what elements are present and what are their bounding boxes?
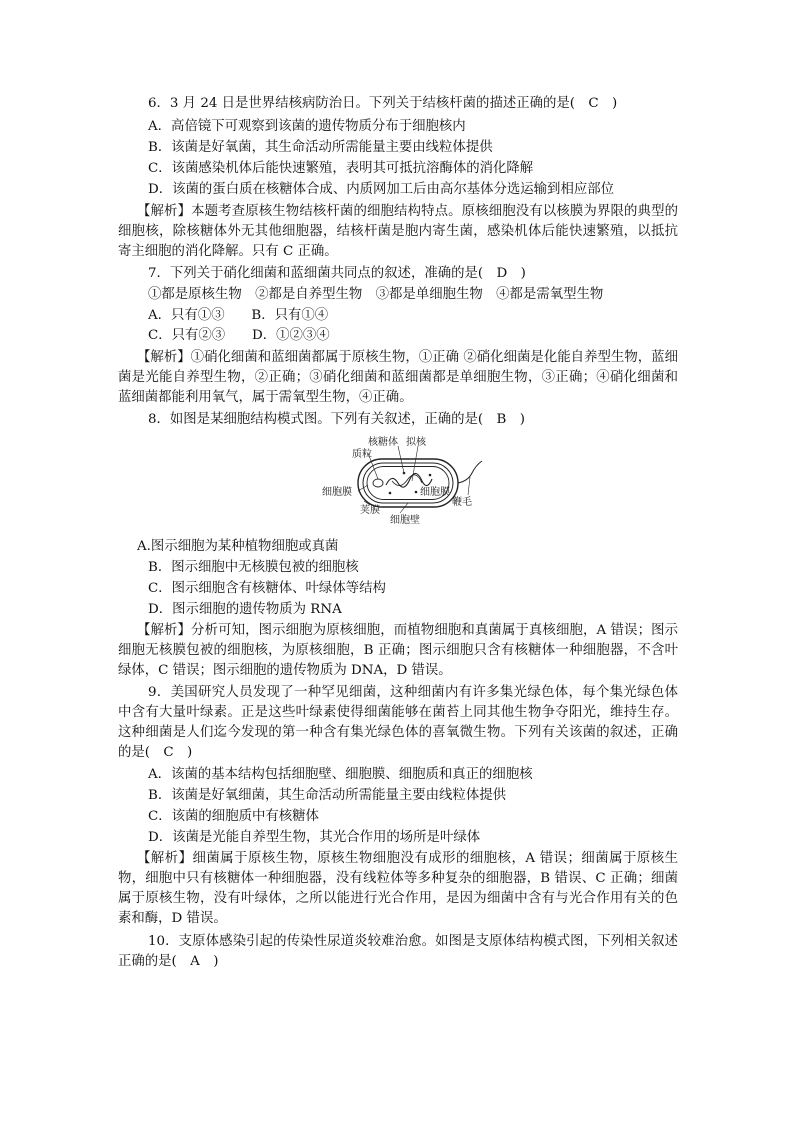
q6-option-b: B．该菌是好氧菌，其生命活动所需能量主要由线粒体提供 (148, 140, 493, 155)
q6-stem: 6．3 月 24 日是世界结核病防治日。下列关于结核杆菌的描述正确的是( C ) (148, 96, 618, 111)
q6-option-c: C．该菌感染机体后能快速繁殖，表明其可抵抗溶酶体的消化降解 (148, 161, 534, 176)
q8-option-a: A.图示细胞为某种植物细胞或真菌 (137, 539, 339, 554)
q6-analysis: 【解析】本题考查原核生物结核杆菌的细胞结构特点。原核细胞没有以核膜为界限的典型的细胞核，除核糖体外无其他细胞器，结核杆菌是胞内寄生菌，感染机体后能快速繁殖，以抵抗寄主细胞的消化降解。只有 C 正确。 (118, 204, 678, 259)
q7-stem: 7．下列关于硝化细菌和蓝细菌共同点的叙述，准确的是( D ) (148, 266, 526, 281)
q7-options-cd: C．只有②③ D．①②③④ (148, 328, 330, 343)
label-cell-wall: 细胞壁 (390, 515, 420, 526)
label-capsule: 荚膜 (360, 505, 380, 516)
q8-option-b: B．图示细胞中无核膜包被的细胞核 (148, 560, 359, 575)
label-membrane-left: 细胞膜 (322, 487, 352, 498)
label-nucleoid: 拟核 (406, 437, 426, 448)
label-plasmid: 质粒 (352, 449, 372, 460)
q8-option-d: D．图示细胞的遗传物质为 RNA (148, 602, 342, 617)
q8-analysis: 【解析】分析可知，图示细胞为原核细胞，而植物细胞和真菌属于真核细胞，A 错误；图示细胞无核膜包被的细胞核，为原核细胞，B 正确；图示细胞只含有核糖体一种细胞器，不含叶绿体，C 错误；图示细胞的遗传物质为 DNA，D 错误。 (118, 623, 678, 678)
label-ribosome: 核糖体 (368, 437, 398, 448)
q7-items: ①都是原核生物 ②都是自养型生物 ③都是单细胞生物 ④都是需氧型生物 (148, 287, 604, 302)
q10-stem: 10．支原体感染引起的传染性尿道炎较难治愈。如图是支原体结构模式图，下列相关叙述正确的是( A ) (118, 934, 678, 969)
q7-analysis: 【解析】①硝化细菌和蓝细菌都属于原核生物，①正确 ②硝化细菌是化能自养型生物，蓝细菌是光能自养型生物，②正确；③硝化细菌和蓝细菌都是单细胞生物，③正确；④硝化细菌和蓝细菌都能利用氧气，属于需氧型生物，④正确。 (118, 350, 678, 405)
q9-option-a: A．该菌的基本结构包括细胞壁、细胞膜、细胞质和真正的细胞核 (148, 767, 533, 782)
q8-option-c: C．图示细胞含有核糖体、叶绿体等结构 (148, 581, 386, 596)
q9-option-b: B．该菌是好氧细菌，其生命活动所需能量主要由线粒体提供 (148, 788, 506, 803)
q9-option-d: D．该菌是光能自养型生物，其光合作用的场所是叶绿体 (148, 830, 481, 845)
q9-option-c: C．该菌的细胞质中有核糖体 (148, 809, 319, 824)
q9-stem: 9．美国研究人员发现了一种罕见细菌，这种细菌内有许多集光绿色体，每个集光绿色体中含有大量叶绿素。正是这些叶绿素使得细菌能够在菌苔上同其他生物争夺阳光，维持生存。这种细菌是人们迄今发现的第一种含有集光绿色体的喜氧微生物。下列有关该菌的叙述，正确的是( C ) (118, 685, 678, 760)
q7-options-ab: A．只有①③ B．只有①④ (148, 308, 329, 323)
label-flagellum: 鞭毛 (452, 497, 472, 508)
q8-stem: 8．如图是某细胞结构模式图。下列有关叙述，正确的是( B ) (148, 412, 525, 427)
bacterium-diagram (320, 433, 520, 533)
q6-option-a: A．高倍镜下可观察到该菌的遗传物质分布于细胞核内 (148, 119, 466, 134)
label-membrane-right: 细胞膜 (420, 487, 450, 498)
plasmid-ring (373, 479, 383, 487)
nucleoid-dna (386, 473, 432, 487)
q6-option-d: D．该菌的蛋白质在核糖体合成、内质网加工后由高尔基体分选运输到相应部位 (148, 182, 615, 197)
q9-analysis: 【解析】细菌属于原核生物，原核生物细胞没有成形的细胞核，A 错误；细菌属于原核生物，细胞中只有核糖体一种细胞器，没有线粒体等多种复杂的细胞器，B 错误、C 正确；细菌属于原核生物，没有叶绿体，之所以能进行光合作用，是因为细菌中含有与光合作用有关的色素和酶，D 错误。 (118, 851, 678, 926)
